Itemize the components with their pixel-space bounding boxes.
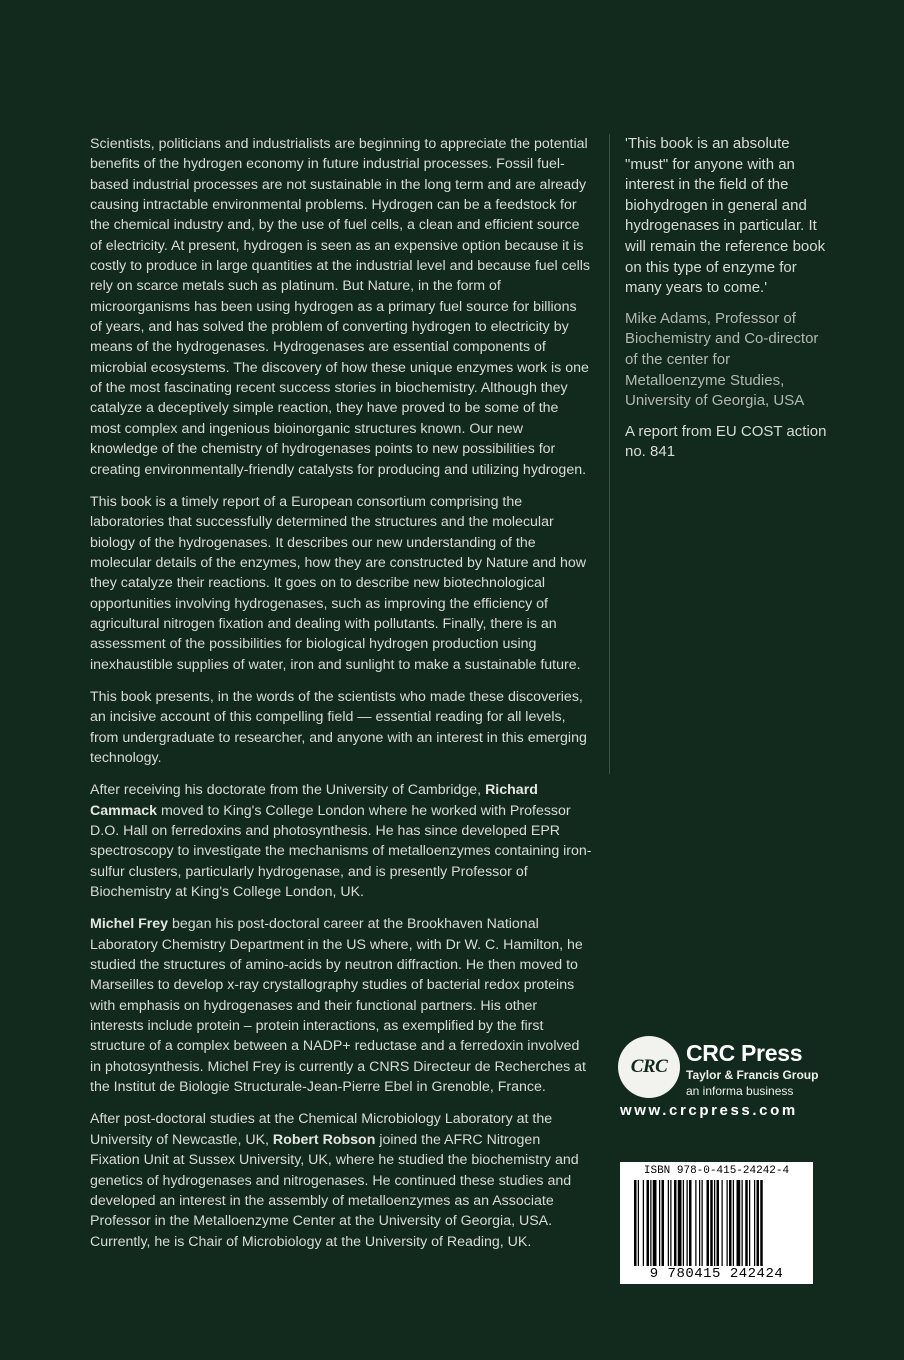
- barcode-bar: [742, 1180, 743, 1266]
- publisher-url: www.crcpress.com: [620, 1102, 798, 1119]
- barcode-bar: [722, 1180, 723, 1266]
- barcode-bars-icon: [634, 1180, 799, 1266]
- publisher-business: an informa business: [686, 1084, 794, 1098]
- bio-intro: After post-doctoral studies at the Chemical Microbiology Laboratory at the University of Newcastle, UK,: [90, 1111, 553, 1148]
- barcode-bar: [757, 1180, 760, 1266]
- barcode-bar: [745, 1180, 748, 1266]
- barcode-bar: [754, 1180, 755, 1266]
- description-paragraph-1: Scientists, politicians and industrialists are beginning to appreciate the potential benefits of the hydrogen economy in future industrial processes. Fossil fuel-based industrial processes are not sustainable in the long term and are already causing intractable environmental problems. Hydrogen can be a feedstock for the chemical industry and, by the use of fuel cells, a clean and efficient source of electricity. At present, hydrogen is seen as an expensive option because it is costly to produce in large quantities at the industrial level and because fuel cells rely on scarce metals such as platinum. But Nature, in the form of microorganisms has been using hydrogen as a primary fuel source for billions of years, and has solved the problem of converting hydrogen to electricity by means of the hydrogenases. Hydrogenases are essential components of microbial ecosystems. The discovery of how these unique enzymes work is one of the most fascinating recent success stories in biochemistry. Although they catalyze a deceptively simple reaction, they have proved to be some of the most complex and ingenious bioinorganic structures known. Our new knowledge of the chemistry of hydrogenases points to new possibilities for creating environmentally-friendly catalysts for producing and utilizing hydrogen.: [90, 136, 591, 478]
- author-bio-cammack: [90, 780, 592, 902]
- barcode-bar: [653, 1180, 657, 1266]
- crc-logo-icon: [618, 1036, 680, 1098]
- barcode-bar: [668, 1180, 669, 1266]
- back-cover-text: [90, 134, 592, 1264]
- bio-text: joined the AFRC Nitrogen Fixation Unit at Sussex University, UK, where he studied the biochemistry and genetics of hydrogenases and nitrogenases. He continued these studies and developed an interest in the assembly of metalloenzymes as an Associate Professor in the Metalloenzyme Center at the University of Georgia, USA. Currently, he is Chair of Microbiology at the University of Reading, UK.: [90, 1131, 579, 1250]
- column-divider: [609, 134, 610, 774]
- author-name: Richard Cammack: [90, 782, 538, 819]
- barcode-bar: [695, 1180, 696, 1266]
- cost-report-note: A report from EU COST action no. 841: [625, 422, 827, 461]
- barcode-bar: [650, 1180, 651, 1266]
- barcode-bar: [699, 1180, 700, 1266]
- barcode-bar: [643, 1180, 644, 1266]
- bio-intro: After receiving his doctorate from the University of Cambridge,: [90, 782, 486, 799]
- barcode-bar: [689, 1180, 692, 1266]
- endorsement-quote: 'This book is an absolute "must" for anyone with an interest in the field of the biohydrogen in general and hydrogenases in particular. It will remain the reference book on this type of enzyme for many years to come.': [625, 135, 826, 297]
- endorsement-column: [625, 134, 830, 473]
- barcode-bar: [710, 1180, 713, 1266]
- isbn-label: ISBN 978-0-415-24242-4: [643, 1165, 790, 1177]
- publisher-group: Taylor & Francis Group: [686, 1068, 819, 1082]
- barcode-bar: [727, 1180, 728, 1266]
- barcode-bar: [674, 1180, 677, 1266]
- isbn-barcode: [620, 1162, 813, 1284]
- description-paragraph-3: This book presents, in the words of the scientists who made these discoveries, an incisive account of this compelling field — essential reading for all levels, from undergraduate to researcher, and anyone with an interest in this emerging technology.: [90, 688, 587, 766]
- barcode-bar: [760, 1180, 763, 1266]
- barcode-bar: [687, 1180, 688, 1266]
- barcode-bar: [714, 1180, 715, 1266]
- barcode-bar: [702, 1180, 703, 1266]
- barcode-bar: [662, 1180, 665, 1266]
- author-name: Michel Frey: [90, 916, 169, 933]
- barcode-bar: [707, 1180, 710, 1266]
- barcode-bar: [717, 1180, 720, 1266]
- barcode-bar: [683, 1180, 684, 1266]
- barcode-digits: 9 780415 242424: [649, 1266, 784, 1282]
- barcode-bar: [670, 1180, 671, 1266]
- barcode-bar: [749, 1180, 750, 1266]
- barcode-bar: [638, 1180, 639, 1266]
- bio-text: began his post-doctoral career at the Brookhaven National Laboratory Chemistry Department in the US where, with Dr W. C. Hamilton, he studied the structures of amino-acids by neutron diffraction. He then moved to Marseilles to develop x-ray crystallography studies of bacterial redox proteins with emphasis on hydrogenases and their functional partners. His other interests include protein – protein interactions, as exemplified by the first structure of a complex between a NADP+ reductase and a ferredoxin involved in photosynthesis. Michel Frey is currently a CNRS Directeur de Recherches at the Institut de Biologie Structurale-Jean-Pierre Ebel in Grenoble, France.: [90, 916, 586, 1096]
- barcode-bar: [659, 1180, 660, 1266]
- author-name: Robert Robson: [272, 1131, 376, 1148]
- description-paragraph-2: This book is a timely report of a European consortium comprising the laboratories that successfully determined the structures and the molecular biology of the hydrogenases. It describes our new understanding of the molecular details of the enzymes, how they are constructed by Nature and how they catalyze their reactions. It goes on to describe new biotechnological opportunities involving hydrogenases, such as improving the efficiency of agricultural nitrogen fixation and dealing with pollutants. Finally, there is an assessment of the possibilities for biological hydrogen production using inexhaustible supplies of water, iron and sunlight to make a sustainable future.: [90, 493, 587, 673]
- barcode-bar: [647, 1180, 650, 1266]
- barcode-bar: [678, 1180, 682, 1266]
- barcode-bar: [634, 1180, 637, 1266]
- publisher-name: CRC Press: [686, 1040, 803, 1066]
- barcode-bar: [737, 1180, 741, 1266]
- barcode-bar: [733, 1180, 734, 1266]
- author-bio-frey: [90, 914, 592, 1097]
- barcode-bar: [729, 1180, 732, 1266]
- crc-logo-text: CRC: [630, 1056, 668, 1077]
- publisher-block: [618, 1036, 828, 1126]
- endorsement-attribution: Mike Adams, Professor of Biochemistry and Co-director of the center for Metalloenzyme Studies, University of Georgia, USA: [625, 309, 819, 410]
- author-bio-robson: [90, 1109, 592, 1251]
- bio-text: moved to King's College London where he worked with Professor D.O. Hall on ferredoxins and photosynthesis. He has since developed EPR spectroscopy to investigate the mechanisms of metalloenzymes containing iron-sulfur clusters, particularly hydrogenase, and is presently Professor of Biochemistry at King's College London, UK.: [90, 802, 592, 901]
